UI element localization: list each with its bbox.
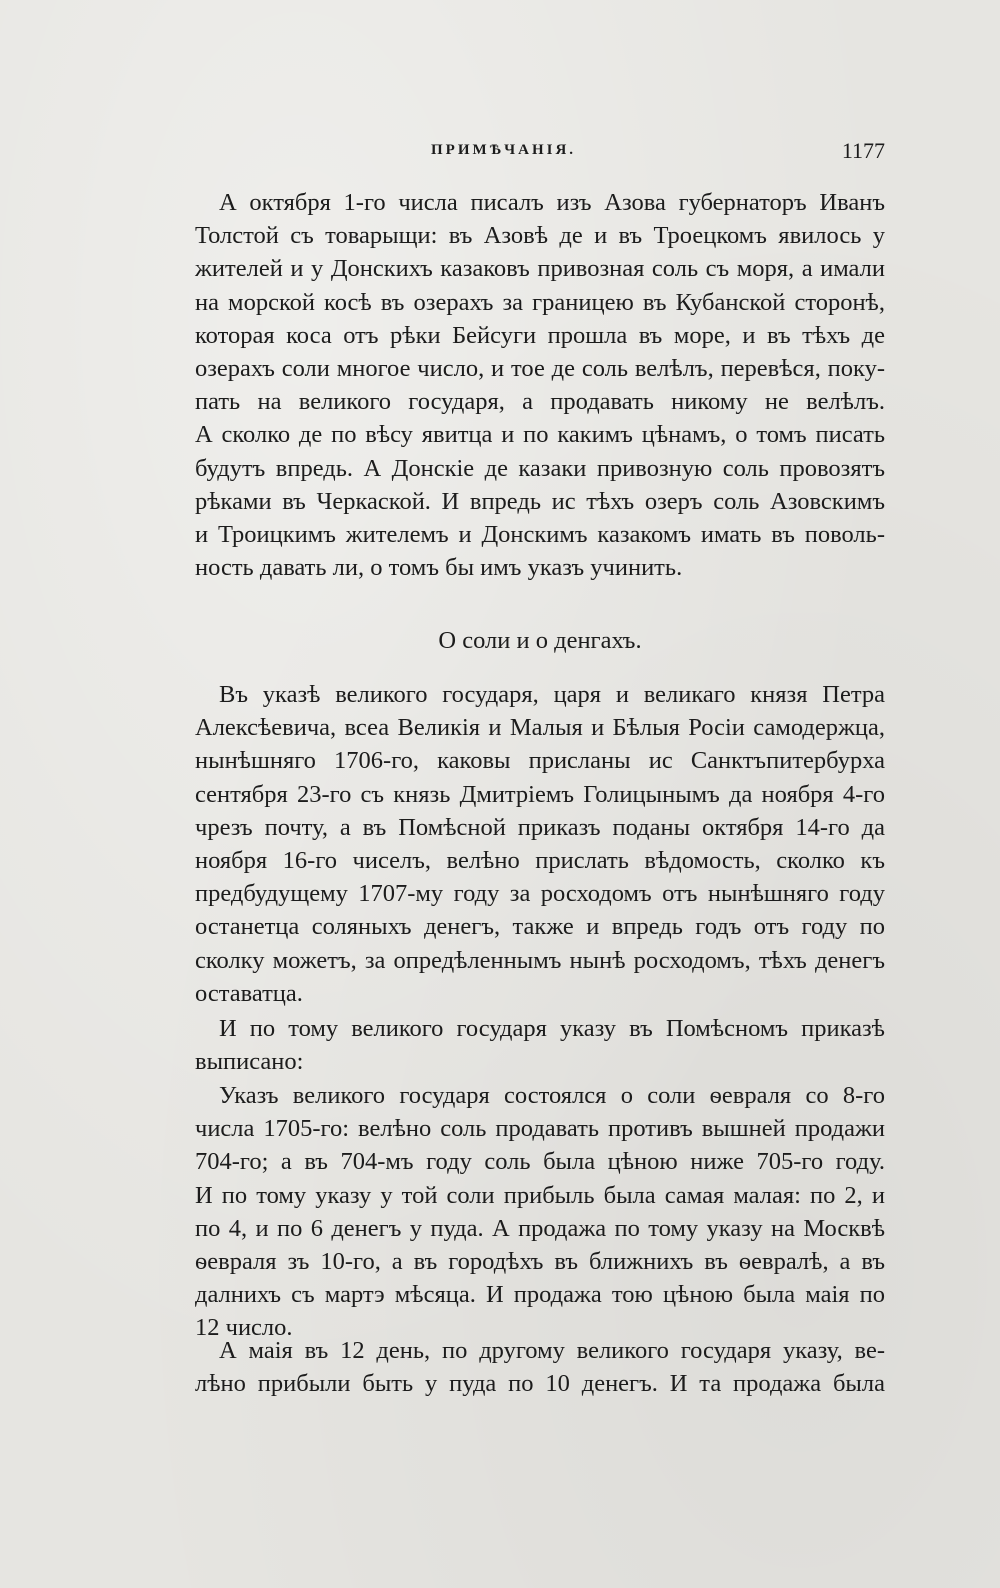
- text-line: нынѣшняго 1706-го, каковы присланы ис Санктъпитербурха: [195, 747, 885, 775]
- text-line: Въ указѣ великого государя, царя и великаго князя Петра: [219, 681, 885, 708]
- text-line: ѳевраля зъ 10-го, а въ городѣхъ въ ближнихъ въ ѳевралѣ, а въ: [195, 1247, 885, 1275]
- text-line: останетца соляныхъ денегъ, также и впредь годъ отъ году по: [195, 913, 885, 941]
- text-line: жителей и у Донскихъ казаковъ привозная соль съ моря, а имали: [195, 255, 885, 283]
- text-line: сколку можетъ, за опредѣленнымъ нынѣ росходомъ, тѣхъ денегъ: [195, 946, 885, 974]
- text-line: чрезъ почту, а въ Помѣсной приказъ поданы октября 14-го да: [195, 813, 885, 841]
- text-line: А маія въ 12 день, по другому великого государя указу, ве-: [219, 1337, 885, 1364]
- text-line: 704-го; а въ 704-мъ году соль была цѣною ниже 705-го году.: [195, 1148, 885, 1176]
- text-line: числа 1705-го: велѣно соль продавать противъ вышней продажи: [195, 1115, 885, 1143]
- text-line: по 4, и по 6 денегъ у пуда. А продажа по тому указу на Москвѣ: [195, 1214, 885, 1242]
- running-title: ПРИМѢЧАНІЯ.: [431, 142, 577, 158]
- paragraph-salt-price: [195, 1079, 885, 1345]
- text-line: А октября 1-го числа писалъ изъ Азова губернаторъ Иванъ: [219, 189, 885, 216]
- text-line: предбудущему 1707-му году за росходомъ отъ нынѣшняго году: [195, 880, 885, 908]
- text-line: ноября 16-го чиселъ, велѣно прислать вѣдомость, сколко къ: [195, 846, 885, 874]
- text-line: далнихъ съ мартэ мѣсяца. И продажа тою цѣною была маія по: [195, 1281, 885, 1309]
- text-line: лѣно прибыли быть у пуда по 10 денегъ. И та продажа была: [195, 1370, 885, 1398]
- text-line: пать на великого государя, а продавать никому не велѣлъ.: [195, 388, 885, 416]
- paragraph-decree: [195, 678, 885, 1010]
- text-line: Указъ великого государя состоялся о соли ѳевраля со 8-го: [219, 1082, 885, 1109]
- text-line: будутъ впредь. А Донскіе де казаки привозную соль провозятъ: [195, 454, 885, 482]
- running-head: [195, 138, 885, 168]
- text-line: рѣками въ Черкаской. И впредь ис тѣхъ озеръ соль Азовскимъ: [195, 487, 885, 515]
- text-line: 12 число.: [195, 1314, 293, 1342]
- paragraph-may-decree: [195, 1334, 885, 1400]
- text-line: выписано:: [195, 1048, 304, 1076]
- text-line: которая коса отъ рѣки Бейсуги прошла въ море, и въ тѣхъ де: [195, 321, 885, 349]
- text-line: Толстой съ товарыщи: въ Азовѣ де и въ Троецкомъ явилось у: [195, 222, 885, 250]
- text-line: озерахъ соли многое число, и тое де соль велѣлъ, перевѣся, поку-: [195, 354, 885, 382]
- text-line: ность давать ли, о томъ бы имъ указъ учинить.: [195, 554, 683, 582]
- text-line: на морской косѣ въ озерахъ за границею въ Кубанской сторонѣ,: [195, 288, 885, 316]
- section-heading: О соли и о денгахъ.: [438, 627, 642, 654]
- page-number: 1177: [841, 138, 885, 163]
- paragraph-extract: [195, 1012, 885, 1078]
- paragraph-salt-azov: [195, 186, 885, 584]
- text-line: Алексѣевича, всеа Великія и Малыя и Бѣлыя Росіи самодержца,: [195, 714, 885, 742]
- text-line: А сколко де по вѣсу явитца и по какимъ цѣнамъ, о томъ писать: [195, 421, 885, 449]
- text-line: И по тому великого государя указу въ Помѣсномъ приказѣ: [219, 1015, 885, 1042]
- text-line: и Троицкимъ жителемъ и Донскимъ казакомъ имать въ поволь-: [195, 520, 885, 548]
- text-line: И по тому указу у той соли прибыль была самая малая: по 2, и: [195, 1181, 885, 1209]
- text-line: сентября 23-го съ князь Дмитріемъ Голицынымъ да ноября 4-го: [195, 780, 885, 808]
- text-line: оставатца.: [195, 979, 303, 1007]
